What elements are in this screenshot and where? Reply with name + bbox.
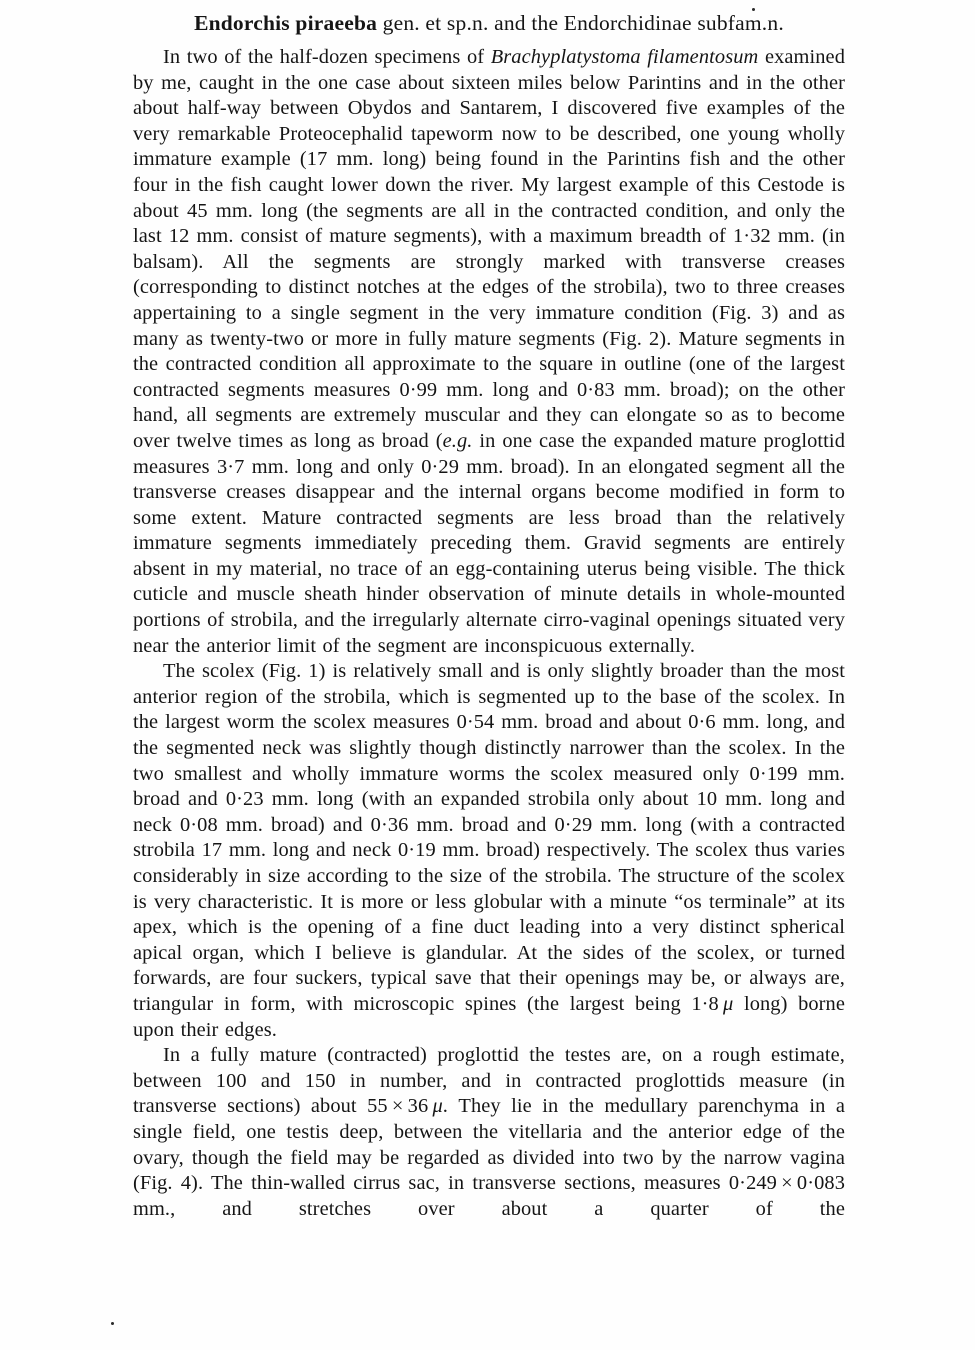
body-text bbox=[133, 45, 845, 1222]
text-run: In two of the half-dozen specimens of bbox=[163, 46, 491, 68]
text-run: e.g. bbox=[442, 429, 473, 452]
text-run: . They lie in the medullary parenchyma in a single field, one testis deep, between the vitellaria and the anterior edge of the ovary, though the field may be regarded as divided into two by the narrow vagina (Fig. 4). The thin-walled cirrus sac, in transverse sections, measures 0·249 × 0·083 mm., and stretches over about a quarter of the bbox=[133, 1095, 845, 1220]
scan-speck bbox=[111, 1322, 114, 1325]
text-run: Endorchis piraeeba bbox=[194, 11, 378, 35]
paragraph-scolex-description bbox=[133, 659, 845, 1043]
text-run: The scolex (Fig. 1) is relatively small and is only slightly broader than the most anterior region of the strobila, which is segmented up to the base of the scolex. In the largest worm the scolex measures 0·54 mm. broad and about 0·6 mm. long, and the segmented neck was slightly though distinctly narrower than the scolex. In the two smallest and wholly immature worms the scolex measured only 0·199 mm. broad and 0·23 mm. long (with an expanded strobila only about 10 mm. long and neck 0·08 mm. broad) and 0·36 mm. broad and 0·29 mm. long (with a contracted strobila 17 mm. long and neck 0·19 mm. broad) respectively. The scolex thus varies considerably in size according to the size of the strobila. The structure of the scolex is very characteristic. It is more or less globular with a minute “os terminale” at its apex, which is the opening of a fine duct leading into a very distinct spherical apical organ, which I believe is glandular. At the sides of the scolex, or turned forwards, are four suckers, typical save that their openings may be, or always are, triangular in form, with microscopic spines (the largest being 1·8 bbox=[133, 660, 845, 1015]
text-run: in one case the expanded mature proglottid measures 3·7 mm. long and only 0·29 mm. broad). In an elongated segment all the transverse creases disappear and the internal organs become modified in form to some extent. Mature contracted segments are less broad than the relatively immature segments immediately preceding them. Gravid segments are entirely absent in my material, no trace of an egg-containing uterus being visible. The thick cuticle and muscle sheath hinder observation of minute details in whole-mounted portions of strobila, and the irregularly alternate cirro-vaginal openings situated very near the anterior limit of the segment are inconspicuous externally. bbox=[133, 429, 845, 657]
section-heading bbox=[133, 10, 845, 36]
text-run: μ bbox=[432, 1095, 443, 1118]
text-run: μ bbox=[723, 992, 734, 1015]
text-run: Brachyplatystoma filamentosum bbox=[490, 46, 759, 68]
paragraph-specimens-overview bbox=[133, 45, 845, 659]
scan-speck bbox=[752, 8, 755, 11]
text-run: gen. et sp.n. and the Endorchidinae subfam.n. bbox=[377, 11, 784, 35]
text-run: examined by me, caught in the one case about sixteen miles below Parintins and in the other about half-way between Obydos and Santarem, I discovered five examples of the very remarkable Proteocephalid tapeworm now to be described, one young wholly immature example (17 mm. long) being found in the Parintins fish and the other four in the fish caught lower down the river. My largest example of this Cestode is about 45 mm. long (the segments are all in the contracted condition, and only the last 12 mm. consist of mature segments), with a maximum breadth of 1·32 mm. (in balsam). All the segments are strongly marked with transverse creases (corresponding to distinct notches at the edges of the strobila), two to three creases appertaining to a single segment in the very immature condition (Fig. 3) and as many as twenty-two or more in fully mature segments (Fig. 2). Mature segments in the contracted condition all approximate to the square in outline (one of the largest contracted segments measures 0·99 mm. long and 0·83 mm. broad); on the other hand, all segments are extremely muscular and they can elongate so as to become over twelve times as long as broad ( bbox=[133, 46, 846, 452]
paragraph-proglottid-testes bbox=[133, 1043, 845, 1222]
text-run: long) borne upon their edges. bbox=[133, 992, 845, 1041]
text-run: In a fully mature (contracted) proglottid the testes are, on a rough estimate, between 100 and 150 in number, and in contracted proglottids measure (in transverse sections) about 55 × 36 bbox=[133, 1044, 845, 1118]
